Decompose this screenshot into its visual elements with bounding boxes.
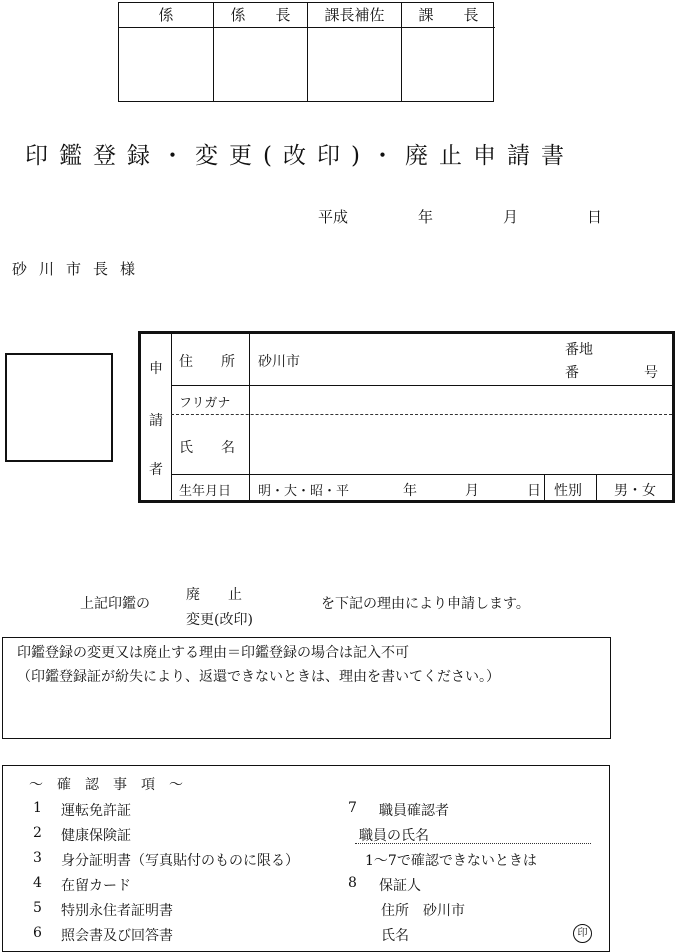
date-era: 平成 [318,208,349,226]
name-label: 氏 名 [179,440,235,456]
confirm-item-label[interactable]: 身分証明書（写真貼付のものに限る） [61,853,299,869]
stamp-header: 課長補佐 [308,3,401,28]
furigana-field[interactable] [258,388,668,412]
confirm-item-label[interactable]: 健康保険証 [61,828,131,844]
reason-box[interactable] [2,637,611,739]
confirm-item-num: 2 [33,825,42,841]
go-label: 号 [644,365,658,381]
confirm-item-num: 3 [33,850,42,866]
confirm-item8-num: 8 [348,875,357,891]
date-day-label: 日 [587,208,603,226]
confirm-item-num: 5 [33,900,42,916]
address-label: 住 所 [179,354,235,370]
confirm-item7-label[interactable]: 職員確認者 [379,803,449,819]
note-1-to-7: 1～7で確認できないときは [365,853,537,869]
reason-instruction-2: （印鑑登録証が紛失により、返還できないときは、理由を書いてください。） [17,669,500,685]
reason-instruction-1: 印鑑登録の変更又は廃止する理由＝印鑑登録の場合は記入不可 [17,645,409,661]
applicant-side-label-2: 請 [149,413,163,429]
staff-name-line[interactable] [355,843,591,844]
statement-option-change[interactable]: 変更(改印) [186,612,253,628]
confirm-item-num: 4 [33,875,42,891]
birth-date-label: 生年月日 [179,484,232,499]
confirm-item-num: 1 [33,800,42,816]
ban-label: 番 [565,365,579,381]
applicant-side-label-3: 者 [149,462,163,478]
furigana-label: フリガナ [179,396,231,411]
sex-label: 性別 [554,483,582,499]
stamp-column-kacho-hosa [307,3,401,101]
confirm-item-label[interactable]: 在留カード [61,878,131,894]
birth-year-label: 年 [403,483,417,499]
date-month-label: 月 [503,208,519,226]
seal-icon: 印 [573,924,592,943]
sex-options[interactable]: 男・女 [614,483,656,499]
addressee: 砂川市長様 [12,260,148,278]
confirm-item7-num: 7 [348,800,357,816]
statement-prefix: 上記印鑑の [80,596,150,612]
applicant-box [138,331,675,503]
stamp-header: 係 長 [214,3,307,28]
confirmation-box [2,765,610,952]
guarantor-address: 住所 砂川市 [381,903,465,919]
confirm-item-label[interactable]: 特別永住者証明書 [61,903,173,919]
confirm-item-label[interactable]: 運転免許証 [61,803,131,819]
birth-day-label: 日 [527,483,541,499]
confirmation-heading: ～ 確 認 事 項 ～ [29,777,183,793]
statement-suffix: を下記の理由により申請します。 [321,596,530,612]
photo-box [5,353,113,462]
name-field[interactable] [258,418,668,470]
birth-era-options[interactable]: 明・大・昭・平 [258,484,350,499]
confirm-item8-label[interactable]: 保証人 [379,878,421,894]
confirm-item-num: 6 [33,925,42,941]
date-year-label: 年 [418,208,434,226]
applicant-side-label-1: 申 [149,361,163,377]
stamp-column-kakaricho [213,3,307,101]
form-title: 印鑑登録・変更(改印)・廃止申請書 [25,143,575,169]
stamp-column-kacho [401,3,495,101]
stamp-header: 係 [119,3,213,28]
confirm-item-label[interactable]: 照会書及び回答書 [61,928,173,944]
guarantor-name: 氏名 [381,928,409,944]
stamp-column-kakari [119,3,213,101]
birth-month-label: 月 [465,483,479,499]
address-city: 砂川市 [258,354,300,370]
statement-option-abolish[interactable]: 廃 止 [186,587,242,603]
approval-stamp-table [118,2,494,102]
banchi-label: 番地 [565,342,593,358]
staff-name-label: 職員の氏名 [359,828,429,844]
stamp-header: 課 長 [402,3,495,28]
